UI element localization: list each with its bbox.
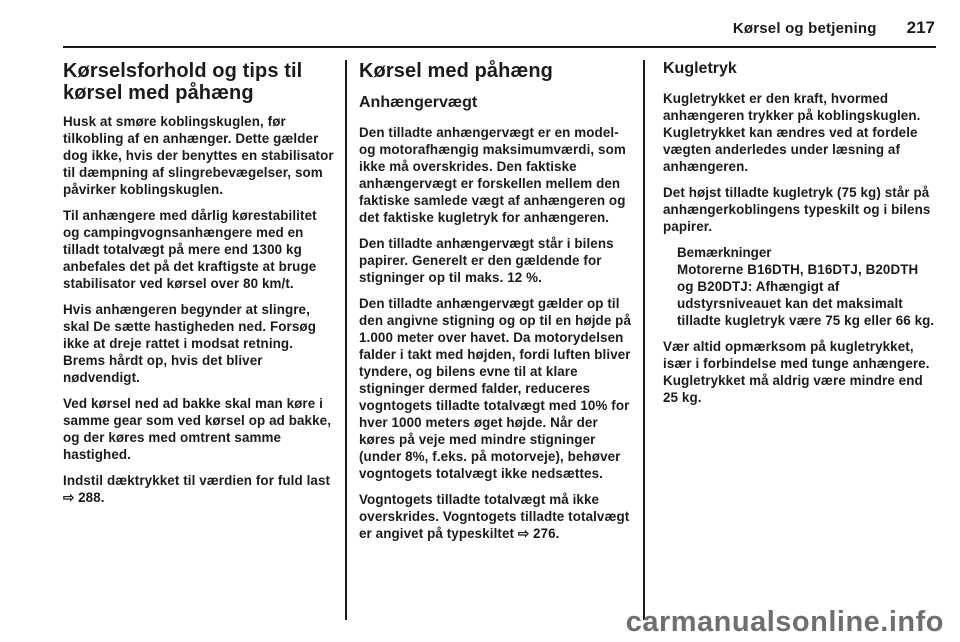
page-header [63, 18, 935, 42]
paragraph: Til anhængere med dårlig kørestabilitet og campingvognsanhængere med en tilladt totalvægt på mere end 1300 kg anbefales det på det kraftigste at bruge stabilisator ved kørsel over 80 km/t. [63, 208, 317, 291]
paragraph: Den tilladte anhængervægt står i bilens papirer. Generelt er den gældende for stigninger op til maks. 12 %. [359, 236, 614, 285]
paragraph: Ved kørsel ned ad bakke skal man køre i samme gear som ved kørsel op ad bakke, og der køres med omtrent samme hastighed. [63, 396, 332, 462]
paragraph-page-reference: Indstil dæktrykket til værdien for fuld last ⇨ 288. [63, 473, 331, 505]
note-heading: Bemærkninger [677, 245, 772, 260]
header-rule [63, 46, 936, 48]
paragraph: Det højst tilladte kugletryk (75 kg) står på anhængerkoblingens typeskilt og i bilens papirer. [663, 185, 931, 234]
column1-heading: Kørselsforhold og tips til kørsel med påhæng [63, 60, 303, 104]
column-towing [347, 60, 643, 622]
column3-subheading: Kugletryk [663, 60, 737, 77]
paragraph: Den tilladte anhængervægt gælder op til den angivne stigning og op til en højde på 1.000 meter over havet. Da motorydelsen falder i takt med højden, fordi luften bliver tyndere, og bilens evne til at klare stigninger dermed falder, reduceres vogntogets tilladte totalvægt med 10% for hver 1000 meters øget højde. Når der køres på veje med mindre stigninger (under 8%, f.eks. på motorveje), behøver vogntogets totalvægt ikke nedsættes. [359, 296, 632, 481]
paragraph-page-reference: Vogntogets tilladte totalvægt må ikke overskrides. Vogntogets tilladte totalvægt er angivet på typeskiltet ⇨ 276. [359, 492, 630, 541]
note-block [677, 244, 936, 329]
note-text: Motorerne B16DTH, B16DTJ, B20DTH og B20DTJ: Afhængigt af udstyrsniveauet kan det maksimalt tilladte kugletryk være 75 kg eller 66 kg. [677, 262, 935, 328]
paragraph: Hvis anhængeren begynder at slingre, skal De sætte hastigheden ned. Forsøg ikke at dreje rattet i modsat retning. Brems hårdt op, hvis det bliver nødvendigt. [63, 302, 316, 385]
column-driving-tips [63, 60, 345, 622]
watermark: carmanualsonline.info [625, 606, 944, 638]
paragraph: Husk at smøre koblingskuglen, før tilkobling af en anhænger. Dette gælder dog ikke, hvis der benyttes en stabilisator til dæmpning af slingrebevægelser, som påvirker koblingskuglen. [63, 114, 334, 197]
paragraph: Vær altid opmærksom på kugletrykket, især i forbindelse med tunge anhængere. Kugletrykket må aldrig være mindre end 25 kg. [663, 339, 930, 405]
column2-heading: Kørsel med påhæng [359, 60, 553, 82]
content-columns [63, 60, 936, 622]
paragraph: Kugletrykket er den kraft, hvormed anhængeren trykker på koblingskuglen. Kugletrykket kan ændres ved at fordele vægten anderledes under læsning af anhængeren. [663, 91, 921, 174]
column-coupling-load [645, 60, 936, 622]
paragraph: Den tilladte anhængervægt er en model- og motorafhængig maksimumværdi, som ikke må overskrides. Den faktiske anhængervægt er forskellen mellem den faktiske samlede vægt af anhængeren og det faktiske kugletryk for anhængeren. [359, 125, 626, 225]
header-section-title: Kørsel og betjening [732, 20, 877, 37]
header-page-number: 217 [906, 18, 935, 37]
column2-subheading: Anhængervægt [359, 94, 478, 111]
